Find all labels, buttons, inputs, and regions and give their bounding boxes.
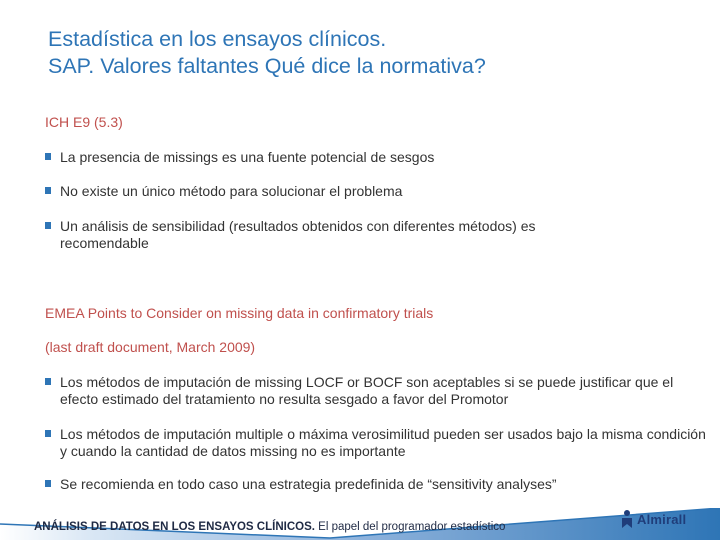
section-heading-ich: ICH E9 (5.3) — [45, 114, 123, 130]
title-line-1: Estadística en los ensayos clínicos. — [48, 27, 387, 51]
list-item — [45, 218, 615, 251]
footer-text — [34, 521, 505, 533]
list-item — [45, 149, 710, 166]
bullet-text: La presencia de missings es una fuente potencial de sesgos — [60, 149, 435, 165]
almirall-logo-icon — [620, 509, 634, 529]
bullet-square-icon — [45, 378, 51, 385]
section-heading-emea: EMEA Points to Consider on missing data in confirmatory trials — [45, 305, 434, 321]
footer-text-main: ANÁLISIS DE DATOS EN LOS ENSAYOS CLÍNICOS. — [34, 521, 315, 533]
bullet-square-icon — [45, 430, 51, 437]
bullet-square-icon — [45, 153, 51, 160]
slide-title — [48, 26, 486, 80]
bullet-square-icon — [45, 222, 51, 229]
bullet-square-icon — [45, 480, 51, 487]
almirall-logo — [620, 509, 686, 529]
logo-text: Almirall — [637, 511, 687, 527]
footer-text-sub: El papel del programador estadístico — [318, 521, 506, 533]
title-line-2: SAP. Valores faltantes Qué dice la normativa? — [48, 54, 486, 78]
list-item — [45, 183, 710, 200]
bullet-square-icon — [45, 187, 51, 194]
bullet-text: Los métodos de imputación de missing LOCF or BOCF son aceptables si se puede justificar que el efecto estimado del tratamiento no resulta sesgado a favor del Promotor — [60, 374, 674, 407]
bullet-text: Se recomienda en todo caso una estrategia predefinida de “sensitivity analyses” — [60, 476, 557, 492]
bullet-text: No existe un único método para solucionar el problema — [60, 183, 403, 199]
bullet-text: Los métodos de imputación multiple o máxima verosimilitud pueden ser usados bajo la misma condición y cuando la cantidad de datos missing no es importante — [60, 426, 706, 459]
list-item — [45, 476, 710, 493]
list-item — [45, 426, 710, 459]
bullet-text: Un análisis de sensibilidad (resultados obtenidos con diferentes métodos) es recomendable — [60, 218, 536, 251]
section-subheading-emea: (last draft document, March 2009) — [45, 339, 256, 355]
list-item — [45, 374, 710, 407]
